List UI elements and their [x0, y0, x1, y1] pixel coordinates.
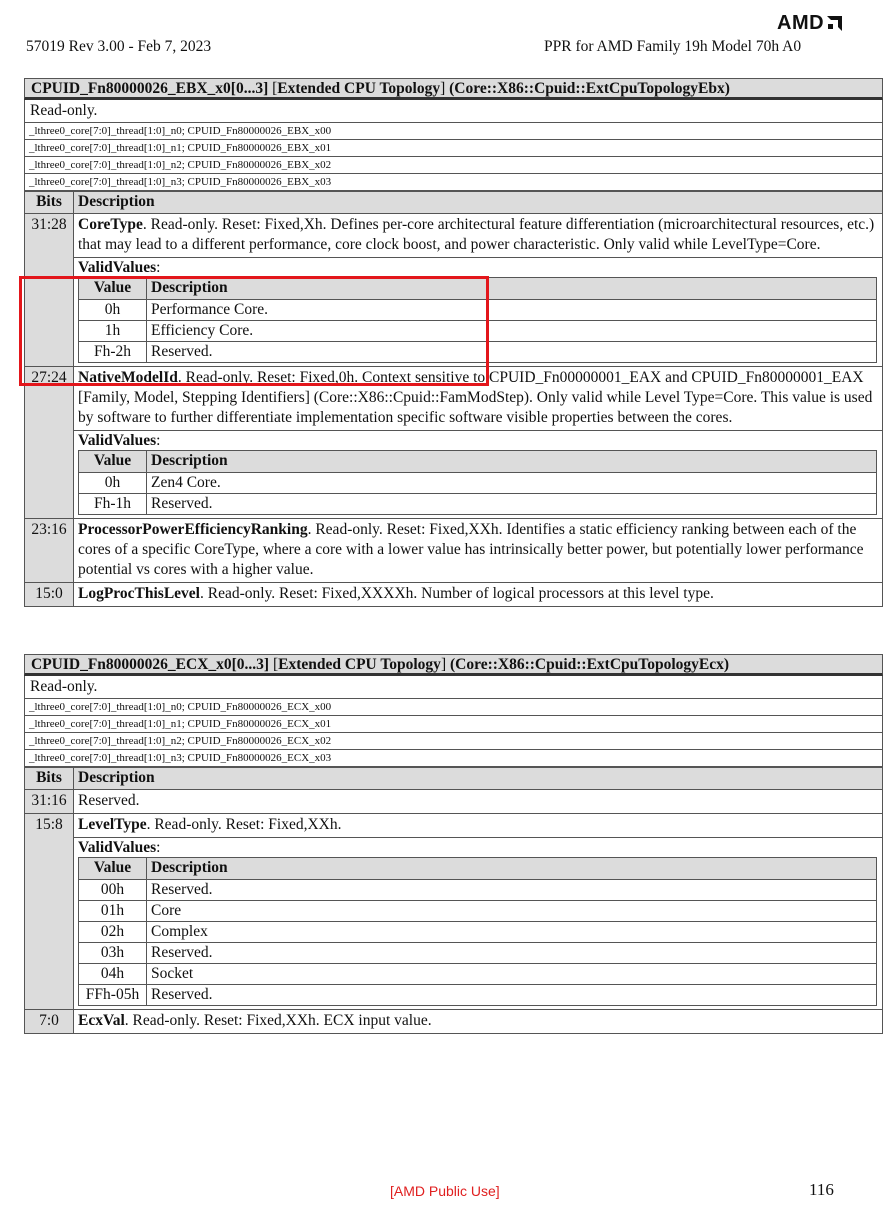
value-description: Reserved.: [147, 494, 877, 515]
table-row: [79, 880, 877, 901]
register-ecx: [24, 654, 883, 1034]
field-bits: 15:8: [25, 814, 74, 1010]
instance-row: _lthree0_core[7:0]_thread[1:0]_n2; CPUID_Fn80000026_EBX_x02: [24, 157, 883, 174]
valid-values-label: ValidValues: [78, 432, 157, 449]
valid-values-table: [78, 450, 877, 515]
value-code: 02h: [79, 922, 147, 943]
field-bits: 15:0: [25, 583, 74, 607]
table-row: [79, 473, 877, 494]
register-ebx: [24, 78, 883, 607]
field-name: EcxVal: [78, 1012, 125, 1029]
table-row: [79, 494, 877, 515]
field-description: [74, 214, 883, 258]
register-desc: Extended CPU Topology: [278, 656, 441, 673]
bracket-open: [: [272, 656, 279, 673]
value-code: FFh-05h: [79, 985, 147, 1006]
amd-logo: [777, 12, 843, 35]
field-row: [25, 367, 883, 431]
valid-values-cell: [74, 431, 883, 519]
value-code: Fh-2h: [79, 342, 147, 363]
field-name: LogProcThisLevel: [78, 585, 200, 602]
table-row: [79, 300, 877, 321]
register-name: CPUID_Fn80000026_EBX_x0[0...3]: [31, 80, 269, 97]
amd-logo-text: AMD: [777, 12, 825, 34]
valid-values-row: [25, 258, 883, 367]
field-name: ProcessorPowerEfficiencyRanking: [78, 521, 308, 538]
register-path: (Core::X86::Cpuid::ExtCpuTopologyEcx): [449, 656, 729, 673]
bracket-open: [: [272, 80, 278, 97]
field-description: [74, 519, 883, 583]
field-description: [74, 367, 883, 431]
valid-values-cell: [74, 838, 883, 1010]
value-description: Reserved.: [147, 342, 877, 363]
value-description: Reserved.: [147, 985, 877, 1006]
field-description: [74, 1010, 883, 1034]
value-code: Fh-1h: [79, 494, 147, 515]
col-bits: Bits: [25, 192, 74, 214]
field-text: . Read-only. Reset: Fixed,XXh.: [146, 816, 342, 833]
valid-values-table: [78, 857, 877, 1006]
table-row: [79, 922, 877, 943]
page-number: 116: [809, 1180, 834, 1199]
col-value-description: Description: [147, 858, 877, 880]
valid-values-colon: :: [156, 259, 161, 276]
register-name: CPUID_Fn80000026_ECX_x0[0...3]: [31, 656, 270, 673]
valid-values-table: [78, 277, 877, 363]
table-row: [79, 964, 877, 985]
col-bits: Bits: [25, 768, 74, 790]
instance-row: _lthree0_core[7:0]_thread[1:0]_n3; CPUID_Fn80000026_EBX_x03: [24, 174, 883, 191]
field-description: Reserved.: [74, 790, 883, 814]
bitfield-table: [24, 767, 883, 1034]
valid-values-row: [25, 838, 883, 1010]
value-code: 01h: [79, 901, 147, 922]
bitfield-table: [24, 191, 883, 607]
valid-values-row: [25, 431, 883, 519]
value-code: 04h: [79, 964, 147, 985]
col-value: Value: [79, 278, 147, 300]
field-text: . Read-only. Reset: Fixed,Xh. Defines per-core architectural feature differentiation (microarchitectural resources, etc.) that may lead to a different performance, core clock boost, and power characteristic. Only valid while LevelType=Core.: [78, 216, 875, 253]
value-description: Socket: [147, 964, 877, 985]
field-description: [74, 583, 883, 607]
bracket-close: ]: [440, 80, 446, 97]
field-row: [25, 814, 883, 838]
field-row: [25, 214, 883, 258]
value-description: Zen4 Core.: [147, 473, 877, 494]
field-bits: 31:16: [25, 790, 74, 814]
field-bits: 31:28: [25, 214, 74, 367]
value-description: Reserved.: [147, 880, 877, 901]
instance-row: _lthree0_core[7:0]_thread[1:0]_n1; CPUID_Fn80000026_ECX_x01: [24, 716, 883, 733]
value-description: Efficiency Core.: [147, 321, 877, 342]
value-description: Complex: [147, 922, 877, 943]
col-value-description: Description: [147, 451, 877, 473]
table-row: [79, 342, 877, 363]
access-row: Read-only.: [24, 100, 883, 123]
value-code: 1h: [79, 321, 147, 342]
table-row: [79, 943, 877, 964]
field-name: LevelType: [78, 816, 147, 833]
col-value: Value: [79, 451, 147, 473]
register-title: [24, 654, 883, 676]
col-value: Value: [79, 858, 147, 880]
valid-values-colon: :: [156, 432, 161, 449]
field-name: CoreType: [78, 216, 143, 233]
field-name: NativeModelId: [78, 369, 178, 386]
table-row: [79, 321, 877, 342]
value-description: Reserved.: [147, 943, 877, 964]
register-desc: Extended CPU Topology: [277, 80, 441, 97]
register-path: (Core::X86::Cpuid::ExtCpuTopologyEbx): [449, 80, 730, 97]
instance-row: _lthree0_core[7:0]_thread[1:0]_n1; CPUID_Fn80000026_EBX_x01: [24, 140, 883, 157]
valid-values-cell: [74, 258, 883, 367]
valid-values-label: ValidValues: [78, 839, 157, 856]
table-row: [79, 901, 877, 922]
col-value-description: Description: [147, 278, 877, 300]
field-bits: 7:0: [25, 1010, 74, 1034]
value-description: Core: [147, 901, 877, 922]
valid-values-label: ValidValues: [78, 259, 157, 276]
field-row: [25, 1010, 883, 1034]
doc-id: 57019 Rev 3.00 - Feb 7, 2023: [26, 38, 212, 55]
valid-values-colon: :: [156, 839, 161, 856]
value-code: 0h: [79, 300, 147, 321]
field-text: . Read-only. Reset: Fixed,0h. Context sensitive to CPUID_Fn00000001_EAX and CPUID_Fn80000001_EAX [Family, Model, Stepping Identifiers] (Core::X86::Cpuid::FamModStep). Only valid while Level Type=Core. This value is used by software to further differentiate implementation specific software visible properties between the cores.: [78, 369, 873, 426]
register-title: [24, 78, 883, 100]
doc-title: PPR for AMD Family 19h Model 70h A0: [544, 38, 802, 55]
value-code: 0h: [79, 473, 147, 494]
field-row: [25, 790, 883, 814]
field-bits: 27:24: [25, 367, 74, 519]
classification-label: [AMD Public Use]: [390, 1183, 500, 1199]
value-description: Performance Core.: [147, 300, 877, 321]
instance-row: _lthree0_core[7:0]_thread[1:0]_n0; CPUID_Fn80000026_EBX_x00: [24, 123, 883, 140]
instance-row: _lthree0_core[7:0]_thread[1:0]_n2; CPUID_Fn80000026_ECX_x02: [24, 733, 883, 750]
field-bits: 23:16: [25, 519, 74, 583]
instance-row: _lthree0_core[7:0]_thread[1:0]_n3; CPUID_Fn80000026_ECX_x03: [24, 750, 883, 767]
access-row: Read-only.: [24, 676, 883, 699]
field-row: [25, 519, 883, 583]
value-code: 00h: [79, 880, 147, 901]
bracket-close: ]: [440, 656, 447, 673]
table-row: [79, 985, 877, 1006]
col-description: Description: [74, 192, 883, 214]
amd-arrow-icon: [826, 15, 843, 32]
field-row: [25, 583, 883, 607]
field-text: . Read-only. Reset: Fixed,XXh. ECX input value.: [124, 1012, 432, 1029]
value-code: 03h: [79, 943, 147, 964]
col-description: Description: [74, 768, 883, 790]
field-description: [74, 814, 883, 838]
field-text: . Read-only. Reset: Fixed,XXh. Identifies a static efficiency ranking between each of the cores of a specific CoreType, where a core with a lower value has intrinsically better power, but potentially lower performance potential vs cores with a higher value.: [78, 521, 864, 578]
instance-row: _lthree0_core[7:0]_thread[1:0]_n0; CPUID_Fn80000026_ECX_x00: [24, 699, 883, 716]
field-text: . Read-only. Reset: Fixed,XXXXh. Number of logical processors at this level type.: [200, 585, 714, 602]
